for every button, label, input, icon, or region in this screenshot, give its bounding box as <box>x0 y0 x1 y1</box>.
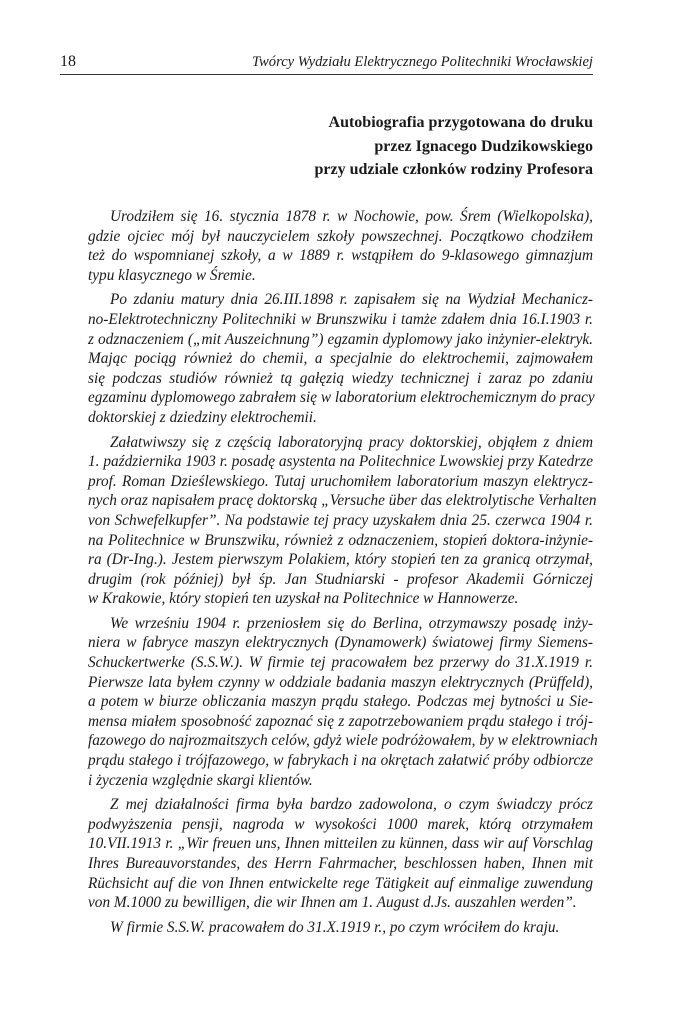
text-line: Ihres Bureauvorstandes, des Herrn Fahrmacher, beschlossen haben, Ihnen mit <box>88 855 593 872</box>
text-line: We wrześniu 1904 r. przeniosłem się do Berlina, otrzymawszy posadę inży- <box>110 614 593 632</box>
running-header <box>60 52 593 75</box>
text-line: Załatwiwszy się z częścią laboratoryjną pracy doktorskiej, objąłem z dniem <box>110 433 593 451</box>
text-line: nych oraz napisałem pracę doktorską „Versuche über das elektrolytische Verhalten <box>88 492 597 510</box>
title-line: Autobiografia przygotowana do druku <box>328 114 593 131</box>
text-line: się podczas studiów również tą gałęzią wiedzy technicznej i zaraz po zdaniu <box>88 369 593 387</box>
text-line: w Krakowie, który stopień ten uzyskał na Politechnice w Hannowerze. <box>88 590 519 608</box>
body-text <box>88 207 598 942</box>
text-line: Pierwsze lata byłem czynny w oddziale badania maszyn elektrycznych (Prüffeld), <box>88 673 593 691</box>
chapter-title <box>173 111 593 182</box>
text-line: Po zdaniu matury dnia 26.III.1898 r. zapisałem się na Wydział Mechanicz- <box>110 291 593 309</box>
text-line: von Schwefelkupfer”. Na podstawie tej pracy uzyskałem dnia 25. czerwca 1904 r. <box>88 511 593 529</box>
text-line: no-Elektrotechniczny Politechniki w Brunszwiku i tamże zdałem dnia 16.I.1903 r. <box>88 310 593 328</box>
text-line: ra (Dr-Ing.). Jestem pierwszym Polakiem, który stopień ten za granicą otrzymał, <box>88 551 593 569</box>
text-line: doktorskiej z dziedziny elektrochemii. <box>88 408 317 426</box>
text-line: prądu stałego i trójfazowego, w fabrykach i na okrętach załatwić próby odbiorcze <box>88 752 593 770</box>
text-line: prof. Roman Dzieślewskiego. Tutaj uruchomiłem laboratorium maszyn elektrycz- <box>88 472 593 490</box>
text-line: 10.VII.1913 r. „Wir freuen uns, Ihnen mitteilen zu künnen, dass wir auf Vorschlag <box>88 835 593 853</box>
text-line: mensa miałem sposobność zapoznać się z zapotrzebowaniem prądu stałego i trój- <box>88 712 593 730</box>
paragraph <box>88 433 597 609</box>
text-line: Mając pociąg również do chemii, a specjalnie do elektrochemii, zajmowałem <box>88 350 593 368</box>
running-title: Twórcy Wydziału Elektrycznego Politechniki Wrocławskiej <box>252 54 593 70</box>
text-line: 1. października 1903 r. posadę asystenta na Politechnice Lwowskiej przy Katedrze <box>88 453 593 471</box>
text-line: Urodziłem się 16. stycznia 1878 r. w Nochowie, pow. Śrem (Wielkopolska), <box>110 208 593 225</box>
text-line: Z mej działalności firma była bardzo zadowolona, o czym świadczy prócz <box>110 796 593 814</box>
text-line: Rüchsicht auf die von Ihnen entwickelte rege Tätigkeit auf einmalige zuwendung <box>88 874 593 892</box>
text-line: a potem w biurze obliczania maszyn prądu stałego. Podczas mej bytności u Sie- <box>88 693 593 711</box>
text-line: na Politechnice w Brunszwiku, również z odznaczeniem, stopień doktora-inżynie- <box>88 531 593 549</box>
text-line: z odznaczeniem („mit Auszeichnung”) egzamin dyplomowy jako inżynier-elektryk. <box>88 330 593 348</box>
text-line: von M.1000 zu bewilligen, die wir Ihnen am 1. August d.Js. auszahlen werden”. <box>88 894 577 912</box>
paragraph <box>88 918 593 938</box>
text-line: egzaminu dyplomowego zabrałem się w laboratorium elektrochemicznym do pracy <box>88 389 595 407</box>
paragraph <box>88 207 593 285</box>
text-line: też do wspomnianej szkoły, a w 1889 r. wstąpiłem do 9-klasowego gimnazjum <box>88 247 593 265</box>
paragraph <box>88 290 593 427</box>
text-line: typu klasycznego w Śremie. <box>88 266 256 284</box>
text-line: drugim (rok później) był śp. Jan Studniarski - profesor Akademii Górniczej <box>88 570 593 588</box>
text-line: gdzie ojciec mój był nauczycielem szkoły powszechnej. Początkowo chodziłem <box>88 227 593 245</box>
text-line: podwyższenia pensji, nagroda w wysokości 1000 marek, którą otrzymałem <box>88 815 593 833</box>
page-number: 18 <box>60 53 76 70</box>
title-line: przez Ignacego Dudzikowskiego <box>374 137 593 155</box>
text-line: niera w fabryce maszyn elektrycznych (Dynamowerk) światowej firmy Siemens- <box>88 634 593 652</box>
paragraph <box>88 795 593 913</box>
text-line: W firmie S.S.W. pracowałem do 31.X.1919 r., po czym wróciłem do kraju. <box>110 918 560 936</box>
title-line: przy udziale członków rodziny Profesora <box>314 161 593 178</box>
paragraph <box>88 614 598 790</box>
text-line: i życzenia względnie skargi klientów. <box>88 771 313 789</box>
text-line: fazowego do najrozmaitszych celów, gdyż wiele podróżowałem, by w elektrowniach <box>88 732 598 750</box>
text-line: Schuckertwerke (S.S.W.). W firmie tej pracowałem bez przerwy do 31.X.1919 r. <box>88 654 593 672</box>
